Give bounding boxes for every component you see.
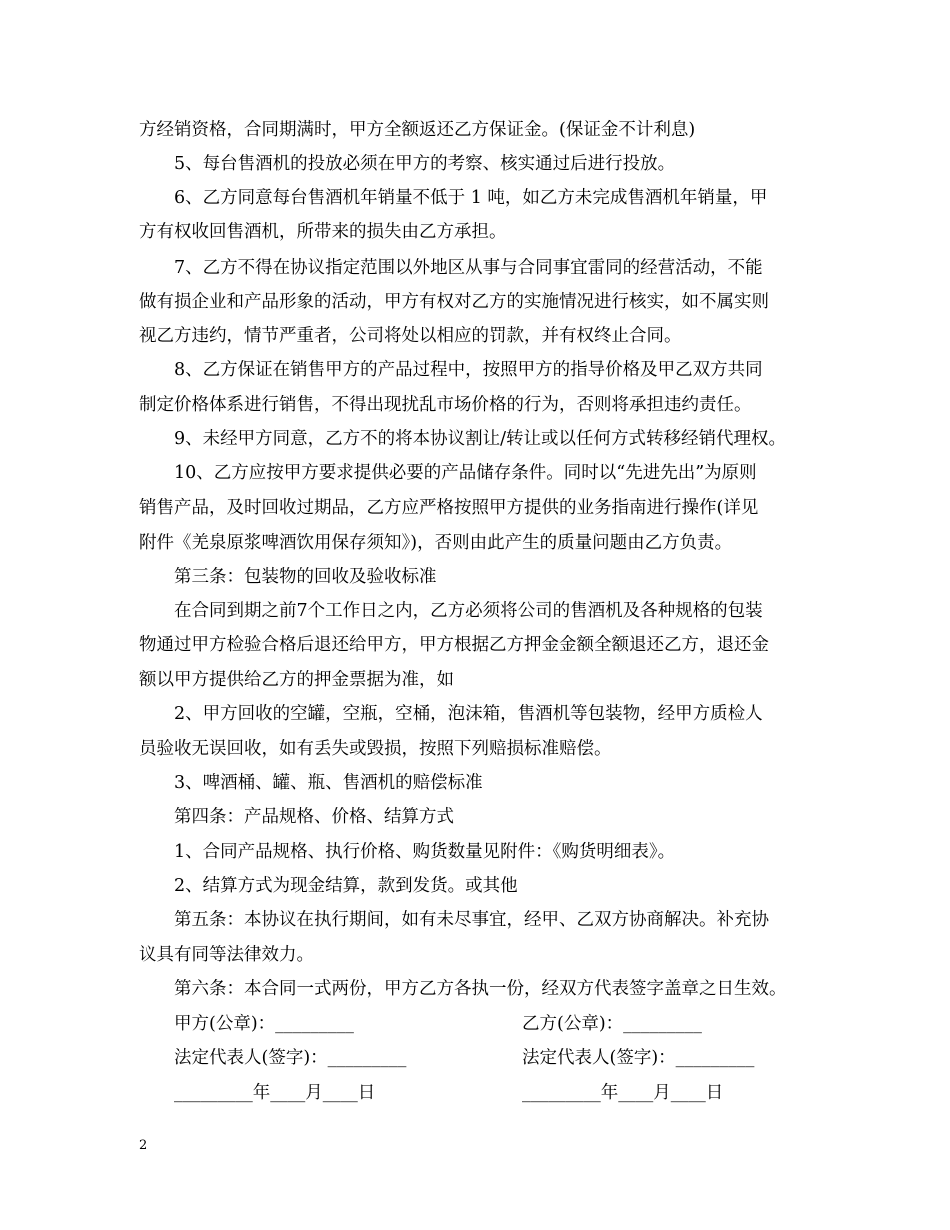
text-line: 7、乙方不得在协议指定范围以外地区从事与合同事宜雷同的经营活动，不能 [174,258,763,278]
section-heading: 第三条：包装物的回收及验收标准 [174,567,437,587]
text-line: 制定价格体系进行销售，不得出现扰乱市场价格的行为，否则将承担违约责任。 [139,395,752,415]
text-line: 议具有同等法律效力。 [139,945,314,965]
text-line: 8、乙方保证在销售甲方的产品过程中，按照甲方的指导价格及甲乙双方共同 [174,360,763,380]
text-line: 额以甲方提供给乙方的押金票据为准，如 [139,670,454,690]
text-line: 5、每台售酒机的投放必须在甲方的考察、核实通过后进行投放。 [174,154,676,174]
text-line: 2、甲方回收的空罐，空瓶，空桶，泡沫箱，售酒机等包装物，经甲方质检人 [174,704,763,724]
section-heading: 第五条：本协议在执行期间，如有未尽事宜，经甲、乙双方协商解决。补充协 [174,910,769,930]
text-line: 在合同到期之前7个工作日之内，乙方必须将公司的售酒机及各种规格的包装 [174,601,763,621]
text-line: 物通过甲方检验合格后退还给甲方，甲方根据乙方押金金额全额退还乙方，退还金 [139,635,769,655]
party-a-representative: 法定代表人(签字)：_________ [174,1048,407,1068]
party-b-seal: 乙方(公章)：_________ [522,1014,702,1034]
section-heading: 第六条：本合同一式两份，甲方乙方各执一份，经双方代表签字盖章之日生效。 [174,979,787,999]
party-b-date: _________年____月____日 [522,1083,724,1103]
text-line: 10、乙方应按甲方要求提供必要的产品储存条件。同时以“先进先出”为原则 [174,463,757,483]
text-line: 销售产品，及时回收过期品，乙方应严格按照甲方提供的业务指南进行操作(详见 [139,498,759,518]
text-line: 方有权收回售酒机，所带来的损失由乙方承担。 [139,222,507,242]
text-line: 员验收无误回收，如有丢失或毁损，按照下列赔损标准赔偿。 [139,739,612,759]
page-number: 2 [139,1138,148,1153]
party-b-representative: 法定代表人(签字)：_________ [522,1048,755,1068]
text-line: 9、未经甲方同意，乙方不的将本协议割让/转让或以任何方式转移经销代理权。 [174,429,787,449]
text-line: 1、合同产品规格、执行价格、购货数量见附件：《购货明细表》。 [174,842,676,862]
text-line: 6、乙方同意每台售酒机年销量不低于 1 吨，如乙方未完成售酒机年销量，甲 [174,188,768,208]
text-line: 做有损企业和产品形象的活动，甲方有权对乙方的实施情况进行核实，如不属实则 [139,292,769,312]
text-line: 视乙方违约，情节严重者，公司将处以相应的罚款，并有权终止合同。 [139,326,682,346]
party-a-date: _________年____月____日 [174,1083,376,1103]
text-line: 3、啤酒桶、罐、瓶、售酒机的赔偿标准 [174,773,483,793]
party-a-seal: 甲方(公章)：_________ [174,1014,354,1034]
section-heading: 第四条：产品规格、价格、结算方式 [174,807,454,827]
text-line: 附件《羌泉原浆啤酒饮用保存须知》)，否则由此产生的质量问题由乙方负责。 [139,533,733,553]
text-line: 方经销资格，合同期满时，甲方全额返还乙方保证金。(保证金不计利息) [139,120,696,140]
text-line: 2、结算方式为现金结算，款到发货。或其他 [174,876,518,896]
